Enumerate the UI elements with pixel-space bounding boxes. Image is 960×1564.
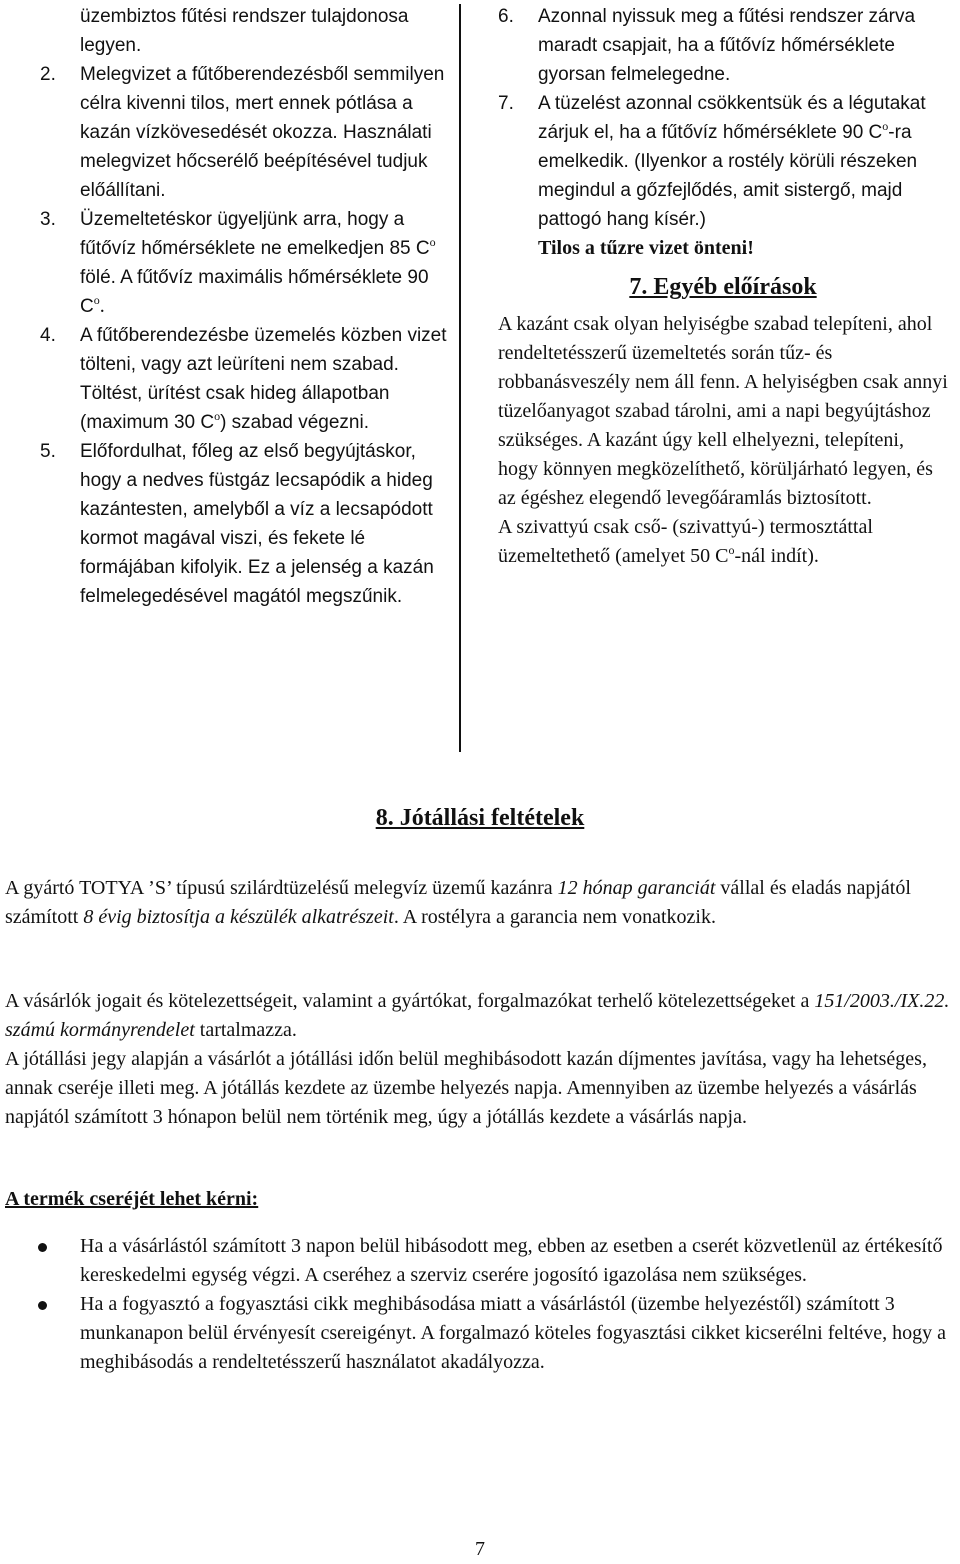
item-text: Melegvizet a fűtőberendezésből semmilyen célra kivenni tilos, mert ennek pótlása a kazán vízkövesedését okozza. Használati melegvizet hőcserélő beépítésével tudjuk előállítani. xyxy=(80,64,445,201)
warranty-card-paragraph: A jótállási jegy alapján a vásárlót a jótállási időn belül meghibásodott kazán díjmentes javítása, vagy ha lehetséges, annak cseréje illeti meg. A jótállás kezdete az üzembe helyezés napja. Amennyiben az üzembe helyezés a vásárlás napjától számított 3 hónapon belül nem történik meg, úgy a jótállás kezdete a vásárlás napja. xyxy=(5,1048,927,1128)
warranty-period: 12 hónap garanciát xyxy=(557,877,716,899)
section-8-title: 8. Jótállási feltételek xyxy=(375,805,585,831)
item-text: -ra emelkedik. (Ilyenkor a rostély körüli részeken megindul a gőzfejlődés, amit sistergő, majd pattogó hang kísér.) xyxy=(538,122,918,230)
rights-text: A vásárlók jogait és kötelezettségeit, valamint a gyártókat, forgalmazókat terhelő kötelezettségeket a xyxy=(5,990,815,1012)
superscript: o xyxy=(882,119,889,133)
item-text: Azonnal nyissuk meg a fűtési rendszer zárva maradt csapjait, ha a fűtővíz hőmérséklete gyorsan felmelegedne. xyxy=(538,6,916,85)
warranty-paragraph xyxy=(5,874,950,932)
list-item-6 xyxy=(498,2,948,89)
list-item-7 xyxy=(498,89,948,263)
item-number: 4. xyxy=(40,325,56,346)
list-item-5 xyxy=(40,437,458,611)
page-number: 7 xyxy=(475,1538,485,1560)
section-7-title: 7. Egyéb előírások xyxy=(629,274,817,300)
pump-text: A szivattyú csak cső- (szivattyú-) termosztáttal üzemeltethető (amelyet 50 C xyxy=(498,516,873,567)
item-number: 3. xyxy=(40,209,56,230)
superscript: o xyxy=(728,543,735,557)
warranty-text: A gyártó TOTYA ’S’ típusú szilárdtüzelésű melegvíz üzemű kazánra xyxy=(5,877,558,899)
list-item-4 xyxy=(40,321,458,437)
superscript: o xyxy=(93,293,100,307)
superscript: o xyxy=(214,409,221,423)
rights-text: tartalmazza. xyxy=(194,1019,297,1041)
list-item xyxy=(5,1290,950,1377)
section-7-pump-paragraph xyxy=(498,513,948,571)
superscript: o xyxy=(429,235,436,249)
item-text: A fűtőberendezésbe üzemelés közben vizet tölteni, vagy azt leüríteni nem szabad. xyxy=(80,325,447,375)
list-item-2 xyxy=(40,60,458,205)
pump-text-end: -nál indít). xyxy=(734,545,819,567)
list-item xyxy=(5,1232,950,1290)
item-text: A fűtővíz maximális hőmérséklete 90 C xyxy=(80,267,429,317)
bullet-text: Ha a fogyasztó a fogyasztási cikk meghibásodása miatt a vásárlástól (üzembe helyezéstől) számított 3 munkanapon belül érvényesít csereigényt. A forgalmazó köteles fogyasztási cikket kicserélni feltéve, hogy a meghibásodás a rendeltetésszerű használatot akadályozza. xyxy=(80,1293,947,1373)
item-text: A tüzelést azonnal csökkentsük és a légutakat zárjuk el, ha a fűtővíz hőmérséklete 90 C xyxy=(538,93,926,143)
item-text: Üzemeltetéskor ügyeljünk arra, hogy a fűtővíz hőmérséklete ne emelkedjen 85 C xyxy=(80,209,430,259)
column-divider xyxy=(459,4,461,752)
warning-text: Tilos a tűzre vizet önteni! xyxy=(538,237,754,259)
item-number: 6. xyxy=(498,6,514,27)
item-text: ) szabad végezni. xyxy=(220,412,369,433)
replacement-subheading: A termék cseréjét lehet kérni: xyxy=(5,1188,259,1210)
item-text: . xyxy=(99,295,105,317)
bullet-text: Ha a vásárlástól számított 3 napon belül hibásodott meg, ebben az esetben a cserét közvetlenül az értékesítő kereskedelmi egység végzi. A cseréhez a szerviz cserére jogosító igazolása nem szükséges. xyxy=(80,1235,943,1286)
item-text: fölé. xyxy=(80,267,121,288)
rights-paragraph xyxy=(5,987,950,1045)
bullet-icon xyxy=(38,1243,47,1252)
replacement-list xyxy=(5,1232,950,1377)
rights-block xyxy=(5,987,950,1132)
list-item-continuation xyxy=(40,2,458,60)
intro-text: üzembiztos fűtési rendszer tulajdonosa legyen. xyxy=(80,6,409,56)
item-number: 7. xyxy=(498,93,514,114)
item-number: 5. xyxy=(40,441,56,462)
item-text: Előfordulhat, főleg az első begyújtáskor, hogy a nedves füstgáz lecsapódik a hideg kazántesten, amelyből a víz a lecsapódott kormot magával viszi, és fekete lé formájában kifolyik. Ez a jelenség a kazán felmelegedésével magától megszűnik. xyxy=(80,441,434,607)
bullet-icon xyxy=(38,1301,47,1310)
right-column xyxy=(498,2,948,571)
left-column xyxy=(40,2,458,611)
list-item-3 xyxy=(40,205,458,321)
item-text: Töltést, ürítést csak hideg állapotban (maximum 30 C xyxy=(80,383,390,433)
decree-reference: 151/2003./IX.22. számú kormányrendelet xyxy=(5,990,950,1041)
parts-guarantee: 8 évig biztosítja a készülék alkatrészeit xyxy=(83,906,394,928)
item-number: 2. xyxy=(40,64,56,85)
section-7-paragraph: A kazánt csak olyan helyiségbe szabad telepíteni, ahol rendeltetésszerű üzemeltetés során tűz- és robbanásveszély nem áll fenn. A helyiségben csak annyi tüzelőanyagot szabad tárolni, ami a napi begyújtáshoz szükséges. A kazánt úgy kell elhelyezni, telepíteni, hogy könnyen megközelíthető, körüljárható legyen, és az égéshez elegendő levegőáramlás biztosított. xyxy=(498,313,948,509)
warranty-text: vállal és eladás napjától számított xyxy=(5,877,911,928)
warranty-text: . A rostélyra a garancia nem vonatkozik. xyxy=(393,906,716,928)
